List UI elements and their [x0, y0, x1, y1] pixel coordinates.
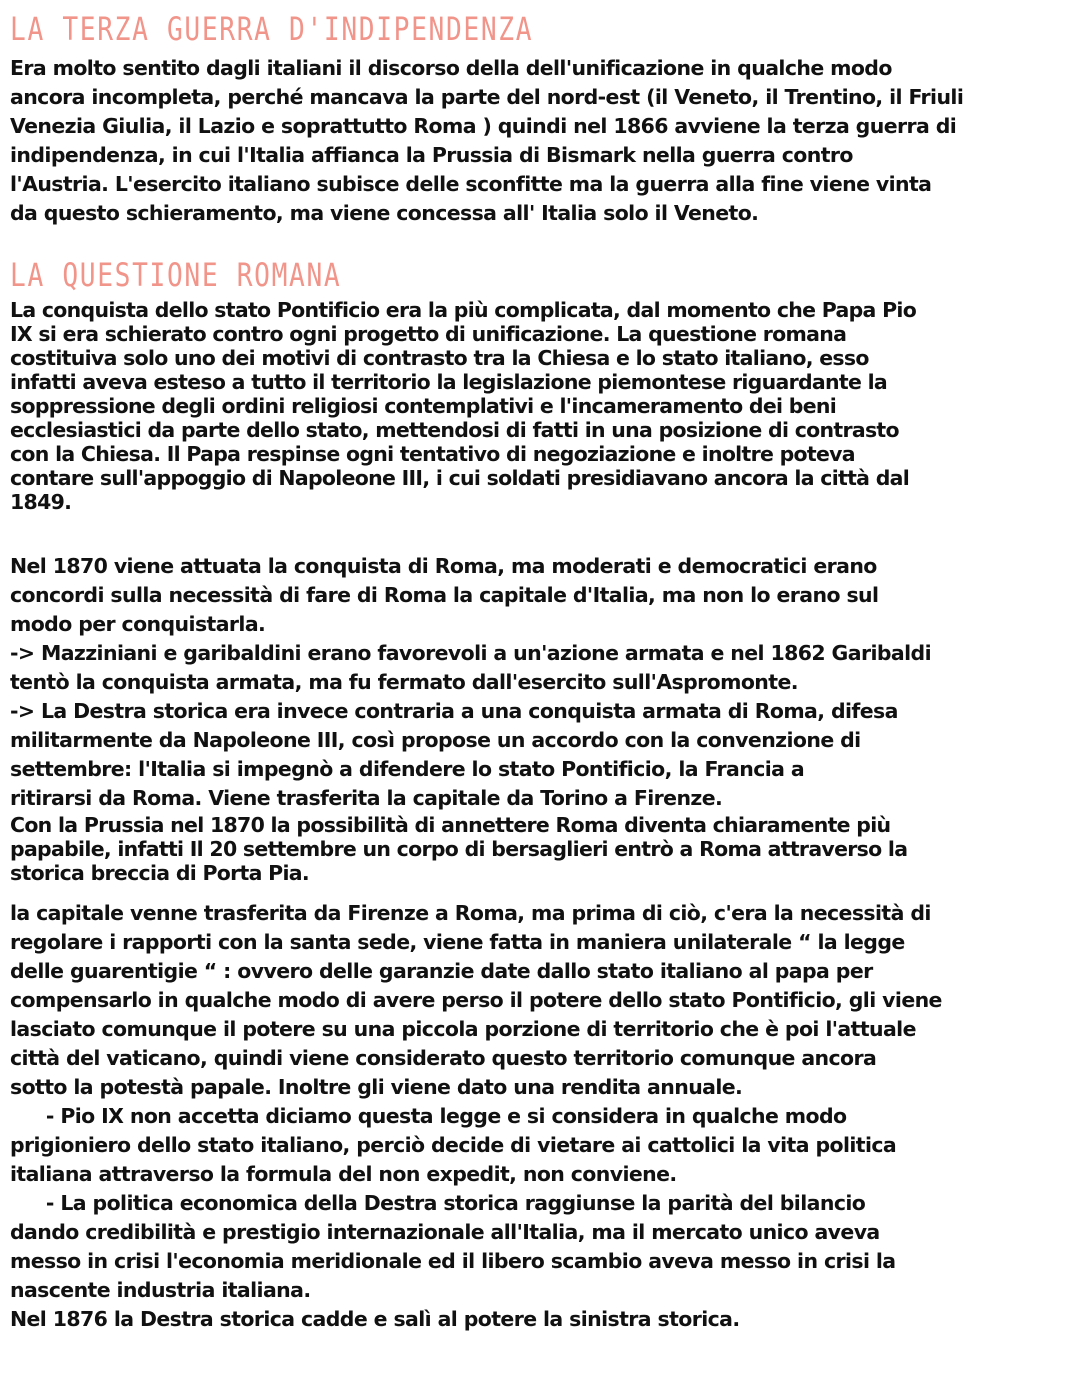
text-line: infatti aveva esteso a tutto il territorio la legislazione piemontese riguardante la: [10, 370, 888, 394]
notes-page: [10, 8, 1070, 1334]
text-line: italiana attraverso la formula del non expedit, non conviene.: [10, 1162, 677, 1186]
text-line: soppressione degli ordini religiosi contemplativi e l'incameramento dei beni: [10, 394, 837, 418]
text-line: Nel 1876 la Destra storica cadde e salì al potere la sinistra storica.: [10, 1307, 740, 1331]
text-line: IX si era schierato contro ogni progetto di unificazione. La questione romana: [10, 322, 847, 346]
text-line: Venezia Giulia, il Lazio e soprattutto Roma ) quindi nel 1866 avviene la terza guerra di: [10, 114, 957, 138]
text-line: Era molto sentito dagli italiani il discorso della dell'unificazione in qualche modo: [10, 56, 892, 80]
text-line: papabile, infatti Il 20 settembre un corpo di bersaglieri entrò a Roma attraverso la: [10, 837, 908, 861]
text-line: storica breccia di Porta Pia.: [10, 861, 309, 885]
text-line: concordi sulla necessità di fare di Roma la capitale d'Italia, ma non lo erano sul: [10, 583, 879, 607]
section-heading-terza-guerra: LA TERZA GUERRA D'INDIPENDENZA: [10, 10, 534, 48]
text-line: città del vaticano, quindi viene considerato questo territorio comunque ancora: [10, 1046, 877, 1070]
section-heading-questione-romana: LA QUESTIONE ROMANA: [10, 256, 342, 294]
text-line: prigioniero dello stato italiano, perciò decide di vietare ai cattolici la vita politica: [10, 1133, 897, 1157]
text-line: militarmente da Napoleone III, così propose un accordo con la convenzione di: [10, 728, 861, 752]
text-line: tentò la conquista armata, ma fu fermato dall'esercito sull'Aspromonte.: [10, 670, 798, 694]
bullet-line: - La politica economica della Destra storica raggiunse la parità del bilancio: [45, 1191, 866, 1215]
text-line: indipendenza, in cui l'Italia affianca la Prussia di Bismark nella guerra contro: [10, 143, 853, 167]
text-line: da questo schieramento, ma viene concessa all' Italia solo il Veneto.: [10, 201, 759, 225]
text-line: La conquista dello stato Pontificio era la più complicata, dal momento che Papa Pio: [10, 298, 917, 322]
text-line: regolare i rapporti con la santa sede, viene fatta in maniera unilaterale “ la legge: [10, 930, 905, 954]
text-line: l'Austria. L'esercito italiano subisce delle sconfitte ma la guerra alla fine viene vinta: [10, 172, 932, 196]
text-line: ecclesiastici da parte dello stato, mettendosi di fatti in una posizione di contrasto: [10, 418, 899, 442]
text-line: dando credibilità e prestigio internazionale all'Italia, ma il mercato unico aveva: [10, 1220, 880, 1244]
text-line: con la Chiesa. Il Papa respinse ogni tentativo di negoziazione e inoltre poteva: [10, 442, 855, 466]
paragraph-conquista-roma: [10, 552, 1070, 813]
text-line: settembre: l'Italia si impegnò a difendere lo stato Pontificio, la Francia a: [10, 757, 805, 781]
text-line: 1849.: [10, 490, 72, 514]
text-line: la capitale venne trasferita da Firenze a Roma, ma prima di ciò, c'era la necessità di: [10, 901, 931, 925]
text-line: Nel 1870 viene attuata la conquista di Roma, ma moderati e democratici erano: [10, 554, 877, 578]
text-line: -> La Destra storica era invece contraria a una conquista armata di Roma, difesa: [10, 699, 898, 723]
text-line: ancora incompleta, perché mancava la parte del nord-est (il Veneto, il Trentino, il Friuli: [10, 85, 964, 109]
text-line: -> Mazziniani e garibaldini erano favorevoli a un'azione armata e nel 1862 Garibaldi: [10, 641, 931, 665]
text-line: nascente industria italiana.: [10, 1278, 311, 1302]
bullet-line: - Pio IX non accetta diciamo questa legge e si considera in qualche modo: [45, 1104, 847, 1128]
text-line: contare sull'appoggio di Napoleone III, i cui soldati presidiavano ancora la città dal: [10, 466, 910, 490]
paragraph-porta-pia: [10, 813, 1070, 885]
text-line: sotto la potestà papale. Inoltre gli viene dato una rendita annuale.: [10, 1075, 743, 1099]
paragraph-questione-romana: [10, 298, 1070, 514]
text-line: ritirarsi da Roma. Viene trasferita la capitale da Torino a Firenze.: [10, 786, 723, 810]
text-line: messo in crisi l'economia meridionale ed il libero scambio aveva messo in crisi la: [10, 1249, 896, 1273]
text-line: costituiva solo uno dei motivi di contrasto tra la Chiesa e lo stato italiano, esso: [10, 346, 869, 370]
text-line: delle guarentigie “ : ovvero delle garanzie date dallo stato italiano al papa per: [10, 959, 873, 983]
paragraph-legge-guarentigie: [10, 899, 1070, 1334]
text-line: lasciato comunque il potere su una piccola porzione di territorio che è poi l'attuale: [10, 1017, 916, 1041]
text-line: modo per conquistarla.: [10, 612, 266, 636]
text-line: compensarlo in qualche modo di avere perso il potere dello stato Pontificio, gli viene: [10, 988, 942, 1012]
paragraph-terza-guerra: [10, 54, 1070, 228]
text-line: Con la Prussia nel 1870 la possibilità di annettere Roma diventa chiaramente più: [10, 813, 891, 837]
